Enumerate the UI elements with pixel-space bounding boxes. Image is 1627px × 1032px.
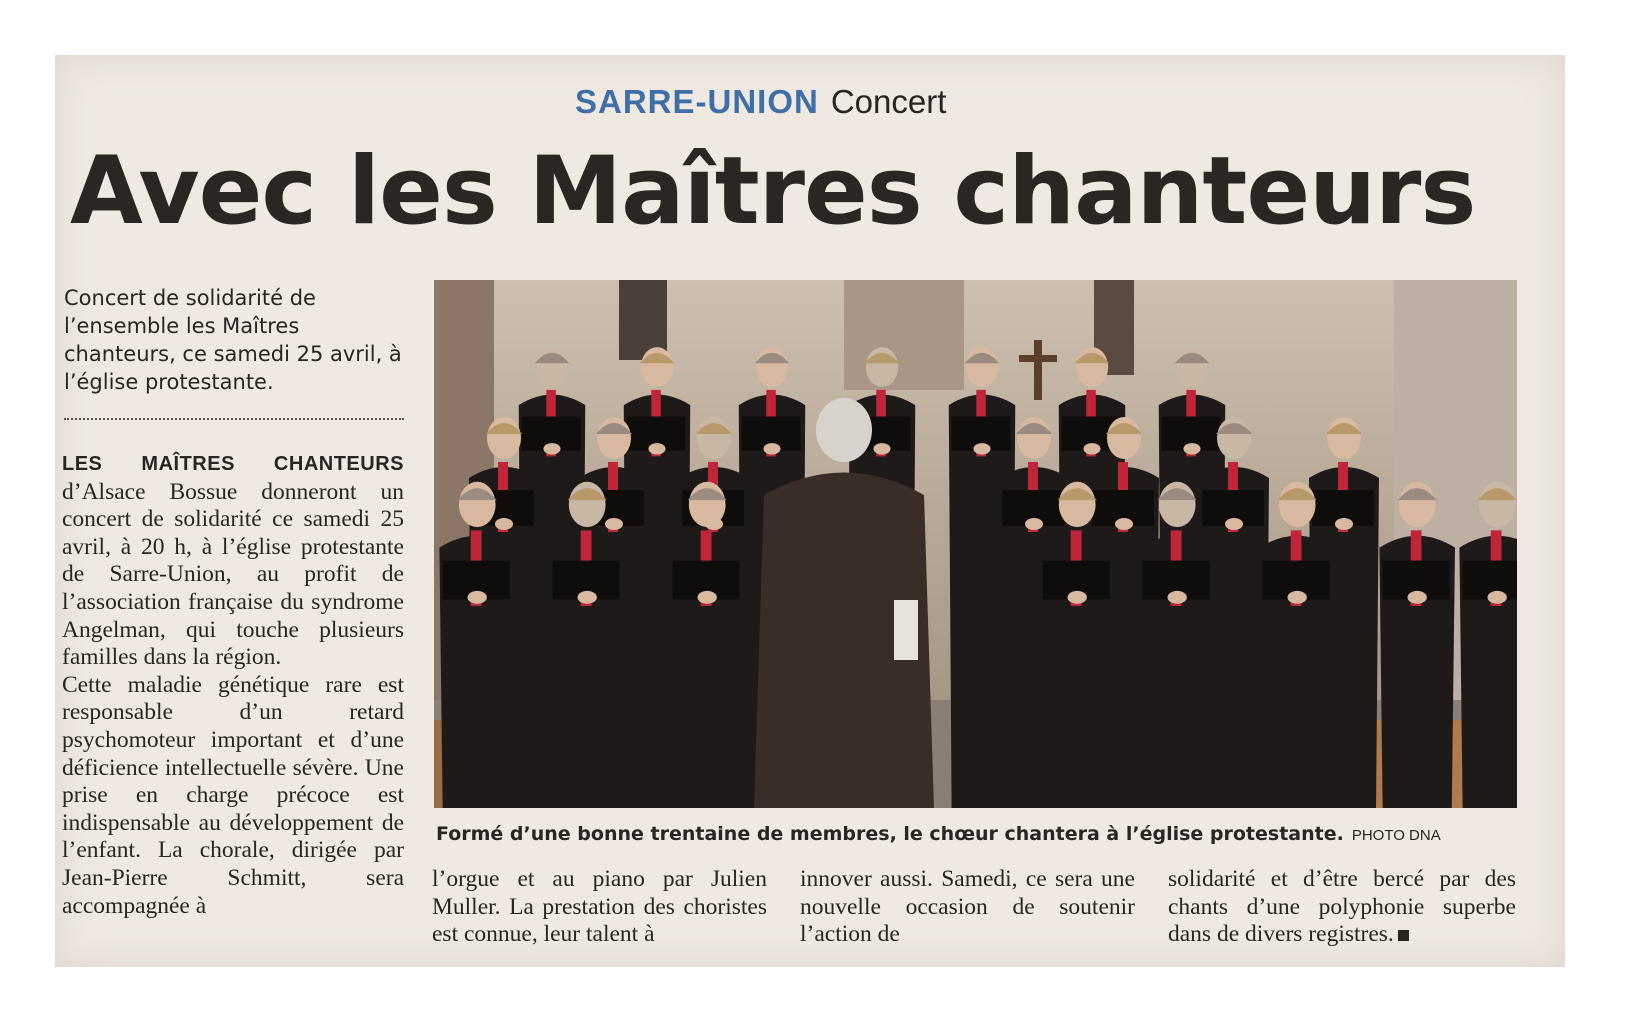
- standfirst: Concert de solidarité de l’ensemble les Maîtres chanteurs, ce samedi 25 avril, à l’église protestante.: [64, 286, 402, 394]
- second-paragraph: Cette maladie génétique rare est responsable d’un retard psychomoteur important et d’une déficience intellectuelle sévère. Une prise en charge précoce est indispensable au développement de l’enfant. La chorale, dirigée par Jean-Pierre Schmitt, sera accompagnée à: [62, 671, 404, 919]
- article-kicker: [575, 82, 946, 122]
- lead-text: d’Alsace Bossue donneront un concert de solidarité ce samedi 25 avril, à 20 h, à l’église protestante de Sarre-Union, au profit de l’association française du syndrome Angelman, qui touche plusieurs familles dans la région.: [62, 478, 404, 671]
- caption-text: Formé d’une bonne trentaine de membres, le chœur chantera à l’église protestante.: [436, 823, 1344, 845]
- rubric-label: Concert: [830, 83, 947, 120]
- column-4-text: solidarité et d’être bercé par des chants d’une polyphonie superbe dans de divers registres.: [1168, 866, 1516, 948]
- photo-caption: [436, 820, 1526, 850]
- lead-caps: LES MAÎTRES CHANTEURS: [62, 453, 404, 475]
- dotted-separator: [64, 418, 404, 420]
- article-column-2: l’orgue et au piano par Julien Muller. La prestation des choristes est connue, leur talent à: [432, 866, 767, 948]
- headline: Avec les Maîtres chanteurs: [70, 137, 1476, 246]
- place-label: SARRE-UNION: [575, 83, 819, 120]
- choir-photo: [434, 280, 1517, 808]
- lead-paragraph: [62, 450, 404, 672]
- article-column-4: [1168, 866, 1516, 949]
- photo-credit: PHOTO DNA: [1351, 827, 1441, 844]
- choir-photo-illustration: [434, 280, 1517, 808]
- article-column-3: innover aussi. Samedi, ce sera une nouvelle occasion de soutenir l’action de: [800, 866, 1135, 948]
- article-column-1: [62, 450, 404, 920]
- end-mark: [1398, 930, 1409, 941]
